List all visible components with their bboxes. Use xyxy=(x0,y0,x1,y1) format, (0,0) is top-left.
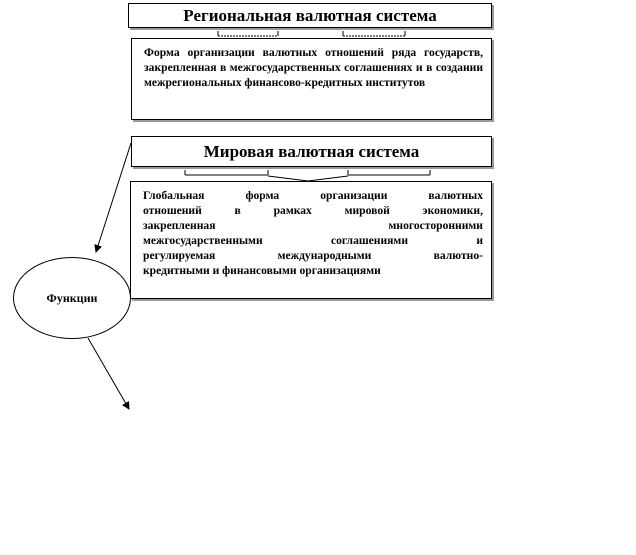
world-description-line: отношений в рамках мировой экономики, xyxy=(143,204,483,217)
world-description-line: закрепленная многосторонними xyxy=(143,219,483,232)
functions-oval xyxy=(13,257,131,339)
regional-connector xyxy=(218,31,405,36)
world-system-title-box xyxy=(131,136,492,167)
world-system-description-box xyxy=(130,181,492,299)
regional-system-title-box xyxy=(128,3,492,28)
regional-system-description: Форма организации валютных отношений ряда государств, закрепленная в межгосударственных соглашениях и в создании межрегиональных финансово-кредитных институтов xyxy=(144,46,483,89)
world-description-line: регулируемая международными валютно- xyxy=(143,249,483,262)
regional-system-description-box xyxy=(131,38,492,120)
functions-label: Функции xyxy=(46,290,98,305)
regional-system-title: Региональная валютная система xyxy=(183,5,437,25)
world-description-line: кредитными и финансовыми организациями xyxy=(143,264,381,277)
world-description-line: Глобальная форма организации валютных xyxy=(143,189,483,202)
arrow-from-functions xyxy=(88,338,129,409)
world-description-line: межгосударственными соглашениями и xyxy=(143,234,483,247)
world-system-title: Мировая валютная система xyxy=(203,141,420,161)
arrow-to-functions xyxy=(96,143,131,252)
world-connector xyxy=(185,170,430,181)
